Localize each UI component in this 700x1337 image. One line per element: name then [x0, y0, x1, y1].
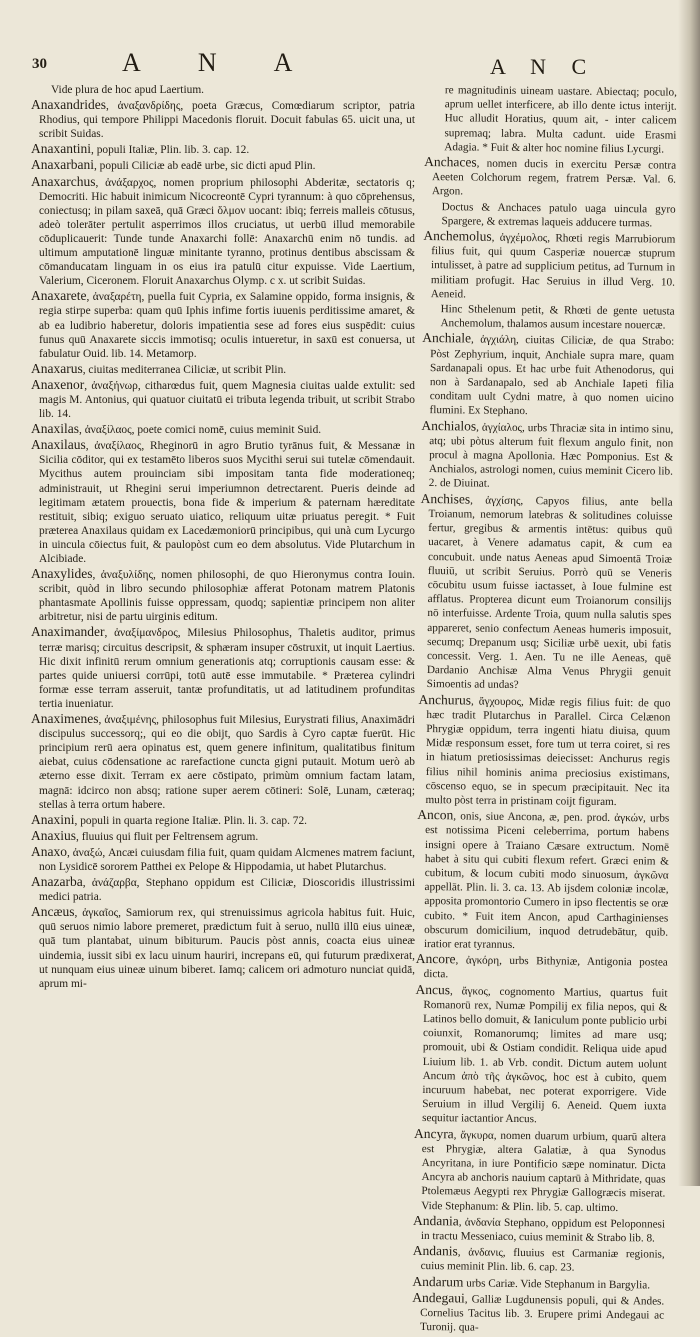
dictionary-entry [31, 625, 415, 711]
entry-text: , ἀναξίλαος, Rheginorū in agro Brutio tyrānus fuit, & Messanæ in Sicilia cōditor, qui ex testamēto liberos suos Mycithi serui sui tutelæ cōmendauit. Mycithus autem prouinciam sibi impositam tanta fide moderationeq; administrauit, ut Rhegini serui imperiumnon detrectarent. Pueris deinde ad legitimam ætatem prouectis, bona fide & imperium & paternam hæreditate restituit, sibiq; exiguo seruato uiatico, reliquum uitæ priuatus peregit. * Fuit præterea Anaxilaus quidam ex Lacedæmoniorū principibus, qui unà cum Lycurgo in uincula cōiectus fuit, & paulopòst cum eo dem absolutus. Vide Plutarchum in Alcibiade. [39, 440, 415, 565]
entry-headword: Anchialos [421, 417, 477, 434]
entry-text: , ἄγχουρος, Midæ regis filius fuit: de quo hæc tradit Plutarchus in Parallel. Circa Celænon Phrygiæ oppidum, terra ingenti hiatu diuisa, quum Midæ responsum esset, fore tum ut terra coiret, si res in hiatum pretiosissimas deiecisset: Anchurus regis filius nihil hominis anima preciosius existimans, cōscenso equo, se in specum præcipitauit. Nec ita multo pòst terra in pristinam coijt figuram. [425, 695, 671, 808]
entry-text: , ἀναξίμανδρος, Milesius Philosophus, Thaletis auditor, primus terræ marisq; circuitus descripsit, & sphæram insuper cōstruxit, ut inquit Laertius. Hic dixit infinitū rerum omnium generationis atq; corruptionis causam esse: & partes quide uniuersi corrūpi, totū autē esse immutabile. * Præterea cylindri formæ esse terram asseruit, tantæ profunditatis, ut ad latitudinem profunditas tertia inueniatur. [39, 627, 415, 710]
entry-headword: Anchaces [424, 154, 477, 170]
entry-headword: Ancyra [413, 1125, 454, 1141]
entry-headword: Anaxilaus [31, 437, 86, 453]
entry-headword: Anaxenor [31, 376, 85, 392]
dictionary-entry [31, 175, 415, 289]
entry-text: , ἄγκος, cognomento Martius, quartus fuit Romanorū rex, Numæ Pompilij ex filia nepos, qui & Latinos bello domuit, & Ianiculum ponte publicio urbi coiunxit, Romanorumq; limites ad mare usq; promouit, ubi & Ostiam condidit. Reliqua uide apud Liuium lib. 1. ab Vrb. condit. Dictum autem uolunt Ancum ἀπὸ τῆς ἀγκῶνος, hoc est à cubito, quem incuruum habebat, nec poterat exporrigere. Vide Seruium in illud Vergilij 6. Aeneid. Quem iuxta sequitur iactantior Ancus. [422, 984, 668, 1126]
entry-headword: Andanis [412, 1243, 458, 1259]
dictionary-entry [423, 200, 675, 231]
dictionary-entry [31, 712, 415, 812]
entry-headword: Anaxantini [31, 141, 91, 157]
dictionary-entry [31, 875, 415, 904]
running-head-right: A N C [490, 54, 597, 79]
entry-headword: Anaxilas [31, 421, 79, 437]
running-head-left: A N A [122, 48, 319, 77]
entry-headword: Ancore [415, 951, 456, 967]
entry-text: , ἀγχιάλη, ciuitas Ciliciæ, de qua Strabo: Pòst Zephyrium, inquit, Anchiale supra mare, quam Sardanapali opus. Et hac urbe fuit Athenodorus, qui non à Sardanapalo, sed ab Anchiale Iapeti filia conditam uult Cydni matre, à quo nomen uicino flumini. Ex Stephano. [429, 333, 675, 418]
entry-text: , ἀνδανις, fluuius est Carmaniæ regionis, cuius meminit Plin. lib. 6. cap. 23. [420, 1246, 665, 1275]
entry-headword: Ancæus [31, 904, 75, 920]
page-header [28, 48, 678, 82]
entry-text: , populi Ciliciæ ab eadē urbe, sic dicti apud Plin. [93, 160, 316, 173]
dictionary-entry [31, 289, 415, 360]
page-number: 30 [32, 56, 47, 72]
entry-text: , onis, siue Ancona, æ, pen. prod. ἀγκών, urbs est notissima Piceni celeberrima, portum habens insigni opere à Traiano Cæsare extructum. Nomē habet à situ qui cubiti flexum refert. Græci enim & cubitum, & locum cubiti modo sinuosum, ἀγκῶνα appellāt. Plin. li. 3. ca. 13. Ab ijsdem coloniæ incolæ, apposita promontorio Cumero in ipso flectentis se oræ cubito. * Fuit item Ancon, apud Carthaginienses obscurum domicilium, inquod detrudebātur, quib. iratior erat tyrannus. [423, 810, 670, 951]
entry-headword: Anchemolus [423, 228, 492, 244]
entry-text: , ἀναξυλίδης, nomen philosophi, de quo Hieronymus contra Iouin. scribit, quòd in libro secundo philosophiæ afferat Potonam matrem Platonis phantasmate Apollinis fuisse oppressam, quodq; sapientiæ principem non aliter arbitretur, nisi de partu uirginis editum. [39, 569, 415, 624]
dictionary-entry [31, 158, 415, 173]
entry-text: , ἀγχίαλος, urbs Thraciæ sita in intimo sinu, atq; ubi pòtus alterum fuit flexum angulo finit, non procul à magna Apollonia. Hæc Pomponius. Est & Anchialos, astrologi nomen, cuius meminit Cicero lib. 2. de Diuinat. [428, 421, 674, 491]
entry-text: , fluuius qui fluit per Feltrensem agrum. [76, 830, 259, 843]
entry-text: Vide plura de hoc apud Laertium. [51, 84, 205, 96]
entry-text: Doctus & Anchaces patulo uaga uincula gyro Spargere, & extremas laqueis adducere turmas. [441, 200, 676, 230]
dictionary-entry [424, 83, 677, 157]
dictionary-entry [31, 567, 415, 624]
entry-headword: Andegaui [412, 1289, 465, 1306]
entry-headword: Anchises [420, 490, 471, 507]
binding-gutter [678, 0, 700, 1186]
entry-headword: Andarum [412, 1273, 464, 1290]
entry-headword: Anaximander [31, 624, 105, 640]
entry-text: , Galliæ Lugdunensis populi, qui & Andes. Cornelius Tacitus lib. 3. Erupere primi Andegaui ac Turonij. qua- [419, 1293, 665, 1334]
left-column [31, 83, 415, 1143]
entry-text: , ἀνάξαρχος, nomen proprium philosophi Abderitæ, sectatoris q; Democriti. Hic habuit inimicum Nicocreontē Cypri tyrannum: à quo cōprehensus, coniectusq; in pilam saxeā, quā Græci ὅλμον uocant: ibiq; ferreis malleis cōtusus, adeò tolerāter pertulit asperrimos illos cruciatus, ut uerbū illud memorabile cōduplicauerit: Tunde tunde Anaxarchi follē: Anaxarchū enim nō tundis. ad ultimum amputationē linguæ minitante tyranno, protinus dentibus abscissam & cōmanducatam linguam in os eius ira patulū citur expuisse. Vide Laertium, Valerium, Ciceronem. Floruit Anaxarchus Olymp. c x. ut scribit Suidas. [39, 176, 415, 288]
dictionary-entry [423, 229, 676, 304]
entry-headword: Ancus [415, 981, 451, 997]
dictionary-entry [416, 808, 669, 954]
entry-headword: Anazarba [31, 874, 83, 890]
entry-headword: Ancon [417, 807, 454, 823]
dictionary-entry [31, 362, 415, 377]
entry-headword: Anchiale [422, 330, 472, 346]
dictionary-entry [31, 142, 415, 157]
entry-text: , populi Italiæ, Plin. lib. 3. cap. 12. [91, 144, 250, 157]
dictionary-entry [421, 419, 674, 494]
dictionary-entry [419, 492, 673, 694]
entry-headword: Anaxarchus [31, 173, 96, 189]
entry-headword: Anaxarus [31, 360, 83, 376]
dictionary-entry [412, 1291, 664, 1337]
entry-headword: Anaximenes [31, 711, 99, 727]
dictionary-entry [31, 378, 415, 421]
entry-text: , ἀγχέμολος, Rhœti regis Marrubiorum filius fuit, qui quum Casperiæ nouercæ stuprum intulisset, à patre ad supplicium petitus, ad Turnum in militiam profugit. Hac Seruius in illud Verg. 10. Aeneid. [430, 231, 676, 301]
entry-text: , ἀνδανία Stephano, oppidum est Peloponnesi in tractu Messeniaco, cuius meminit & Strabo lib. 8. [420, 1216, 666, 1245]
dictionary-entry [421, 331, 674, 420]
entry-text: , ἀγκόρη, urbs Bithyniæ, Antigonia postea dicta. [423, 954, 668, 981]
entry-text: , nomen ducis in exercitu Persæ contra Aeeten Colchorum regem, fratrem Persæ. Val. 6. Argon. [431, 157, 677, 198]
dictionary-entry [417, 692, 670, 809]
entry-text: re magnitudinis uineam uastare. Abiectaq; poculo, aprum uellet interficere, ab illo dente ictus interijt. Huc alludit Horatius, quum ait, - inter calicem supremaq; labra. Multa cadunt. uide Erasmi Adagia. * Fuit & alter hoc nomine filius Lycurgi. [444, 84, 677, 156]
entry-text: , ἀναξαρέτη, puella fuit Cypria, ex Salamine oppido, forma insignis, & regia stirpe superba: quam quū Iphis infime fortis iuuenis perditissime amaret, & ab ea ludibrio haberetur, doloris impatientia sese ad fores eius suspēdit: cuius funus quū Anaxarete siccis immotisq; oculis intueretur, in saxū est conuersa, ut fabulatur Ouid. lib. 14. Metamorp. [39, 291, 415, 360]
entry-headword: Anaxius [31, 827, 76, 843]
entry-headword: Anaxini [31, 811, 75, 827]
dictionary-entry [413, 1244, 665, 1276]
entry-headword: Anaxarete [31, 288, 87, 304]
entry-text: , ἀγχίσης, Capyos filius, ante bella Troianum, nemorum latebras & solitudines coluisse fertur, gregibus & armentis intētus: quibus quū uacaret, à Venere adamatus capit, & cum ea concubuit. unde natus Aeneas apud Simoentā Troiæ fluuiū, ut scribit Seruius. Porrò quū se Veneris cōcubitu usum fuisse iactasset, à Ioue fulmine est afflatus. Propterea dicunt eum Troianorum consilijs nō interfuisse. Ardente Troia, quum nulla salutis spes appareret, senio confectum Aeneas humeris imposuit, secumq; Drepanum usq; Siciliæ urbē uexit, ubi fatis concessit. Verg. 1. Aen. Tu ne ille Aeneas, quē Dardanio Anchisæ Alma Venus Phrygii genuit Simoentis ad undas? [426, 494, 673, 692]
dictionary-entry [422, 302, 674, 333]
entry-text: , ἄγκυρα, nomen duarum urbium, quarū altera est Phrygiæ, altera Galatiæ, à qua Synodus Ancyritana, in iure Pontificio sæpe nominatur. Dicta Ancyra ab anchoris nauium captarū à Mithridate, quas Ptolemæus Aegypti rex Phrygiæ Gallogræcis miserat. Vide Stephanum: & Plin. lib. 5. cap. ultimo. [421, 1128, 667, 1214]
entry-headword: Anchurus [418, 691, 472, 708]
dictionary-entry [31, 438, 415, 566]
dictionary-entry [31, 829, 415, 844]
entry-text: urbs Cariæ. Vide Stephanum in Bargylia. [463, 1277, 651, 1292]
entry-headword: Anaxo [31, 843, 67, 859]
dictionary-entry [413, 1127, 666, 1216]
entry-text: , ἀναξήνωρ, citharœdus fuit, quem Magnesia ciuitas ualde extulit: sed magis M. Antonius, qui quatuor ciuitatū ei tributa legenda tribuit, ut scribit Strabo lib. 14. [39, 379, 415, 421]
dictionary-entry [31, 905, 415, 991]
entry-text: , ἀνάζαρβα, Stephano oppidum est Ciliciæ, Dioscoridis illustrissimi medici patria. [39, 877, 415, 904]
dictionary-entry [31, 98, 415, 141]
entry-headword: Anaxandrides [31, 97, 106, 113]
dictionary-entry [31, 422, 415, 437]
entry-text: , ἀναξανδρίδης, poeta Græcus, Comœdiarum scriptor, patria Rhodius, qui tempore Philippi Macedonis floruit. Docuit fabulas 65. uicit una, ut scribit Suidas. [39, 100, 415, 141]
dictionary-entry [424, 155, 676, 201]
entry-text: , ἀναξίλαος, poete comici nomē, cuius meminit Suid. [79, 424, 322, 437]
dictionary-entry [414, 983, 667, 1129]
entry-text: , ἀναξιμένης, philosophus fuit Milesius, Eurystrati filius, Anaximādri discipulus successorq;, qui eo die obijt, quo Sardis à Cyro captæ fuerūt. Hic principium rerū aera opinatus est, quem genere infinitum, qualitatibus finitum aiebat, cuius cōdensatione ac rarefactione cuncta gigni putauit. Motum uerò ab æterno esse dixit. Terram ex aere cōstipato, primùm omnium factam latam, magnā: idcirco non absq; ratione super aerem cōtineri: Solē, Lunam, cæteraq; stellas à terra ortum habere. [39, 714, 415, 811]
entry-text: , ciuitas mediterranea Ciliciæ, ut scribit Plin. [82, 363, 287, 376]
entry-text: , populi in quarta regione Italiæ. Plin. li. 3. cap. 72. [74, 814, 308, 827]
dictionary-entry [31, 83, 415, 97]
entry-text: , ἀγκαῖος, Samiorum rex, qui strenuissimus agricola habitus fuit. Huic, quū seruos nimio labore premeret, prædictum fuit à seruo, nullū illū eius uineæ, quā tum plantabat, uinum bibiturum. Paucis pòst annis, coacta eius uineæ uindemia, iussit sibi ex lacu uinum hauriri, increpans eū, qui futurum prædixerat, ut nunquam eius uineæ uinum biberet. Iamq; calicem ori admoturo nunciat quidā, aprum mi- [39, 907, 415, 990]
dictionary-entry [31, 813, 415, 828]
entry-headword: Andania [413, 1212, 459, 1229]
dictionary-entry [416, 952, 668, 984]
entry-text: Hinc Sthelenum petit, & Rhœti de gente uetusta Anchemolum, thalamos ausum incestare nouercæ. [440, 303, 675, 332]
right-column [412, 83, 677, 1334]
entry-headword: Anaxarbani [31, 157, 94, 173]
dictionary-entry [413, 1214, 665, 1246]
entry-text: , ἀναξώ, Ancæi cuiusdam filia fuit, quam quidam Alcmenes matrem faciunt, non Lysidicē sororem Patthei ex Pelope & Hippodamia, ut habet Plutarchus. [39, 846, 415, 873]
entry-headword: Anaxylides [31, 566, 93, 582]
dictionary-entry [31, 845, 415, 874]
